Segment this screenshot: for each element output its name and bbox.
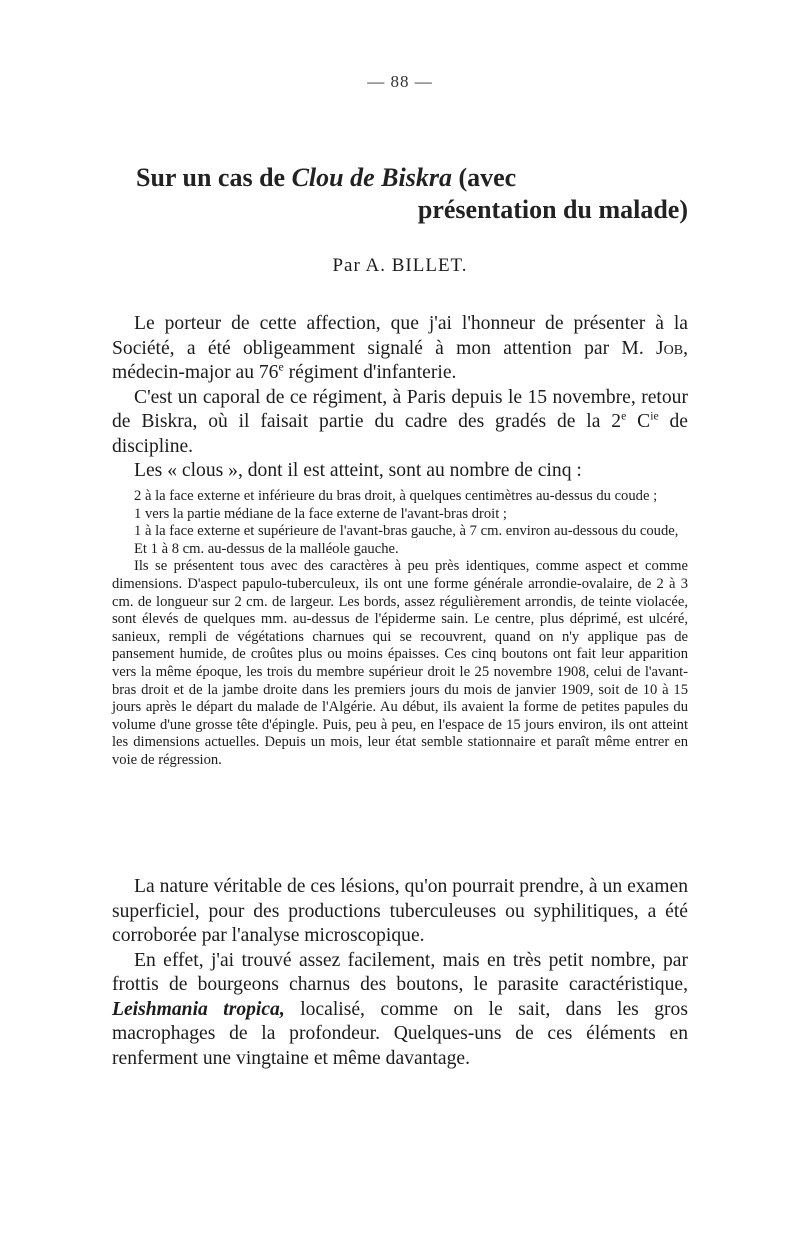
detail-item-4: Et 1 à 8 cm. au-dessus de la malléole gauche. <box>134 540 399 557</box>
intro-paragraph-1: Le porteur de cette affection, que j'ai l'honneur de présenter à la Société, a été obligeamment signalé à mon attention par M. Job, médecin-major au 76e régiment d'infanterie. <box>112 313 688 383</box>
title-part2: (avec <box>451 163 517 192</box>
detail-item-2: 1 vers la partie médiane de la face externe de l'avant-bras droit ; <box>134 505 507 522</box>
conclusion-section <box>112 875 688 1071</box>
details-section <box>112 488 688 770</box>
page-number: — 88 — <box>367 72 433 91</box>
title-line-2: présentation du malade) <box>417 195 688 224</box>
intro-paragraph-2: C'est un caporal de ce régiment, à Paris depuis le 15 novembre, retour de Biskra, où il faisait partie du cadre des gradés de la 2e $C^{ie}$ de discipline. <box>112 386 689 457</box>
intro-paragraph-3: Les « clous », dont il est atteint, sont au nombre de cinq : <box>134 460 582 481</box>
detail-item-1: 2 à la face externe et inférieure du bras droit, à quelques centimètres au-dessus du coude ; <box>134 488 658 504</box>
detail-item-3: 1 à la face externe et supérieure de l'avant-bras gauche, à 7 cm. environ au-dessous du coude, <box>134 523 679 540</box>
conclusion-paragraph-1: La nature véritable de ces lésions, qu'on pourrait prendre, à un examen superficiel, pour des productions tuberculeuses ou syphilitiques, a été corroborée par l'analyse microscopique. <box>112 876 688 946</box>
doctor-name: Job <box>656 337 684 359</box>
title-part1: Sur un cas de <box>136 163 292 192</box>
title-line-1 <box>136 163 516 193</box>
detail-paragraph: Ils se présentent tous avec des caractères à peu près identiques, comme aspect et comme dimensions. D'aspect papulo-tuberculeux, ils ont une forme générale arrondie-ovalaire, de 2 à 3 cm. de longueur sur 2 cm. de largeur. Les bords, assez régulièrement arrondis, de teinte violacée, sont élevés de quelques mm. au-dessus de l'épiderme sain. Le centre, plus déprimé, est ulcéré, sanieux, rempli de végétations charnues qui se recouvrent, quand on n'y applique pas de pansement humide, de croûtes plus ou moins épaisses. Ces cinq boutons ont fait leur apparition vers la même époque, les trois du membre supérieur droit le 25 novembre 1908, celui de l'avant-bras droit et de la jambe droite dans les premiers jours du mois de janvier 1909, soit de 10 à 15 jours après le départ du malade de l'Algérie. Au début, ils avaient la forme de petites papules du volume d'une grosse tête d'épingle. Puis, peu à peu, en l'espace de 15 jours environ, ils ont atteint les dimensions actuelles. Depuis un mois, leur état semble stationnaire et paraît même entrer en voie de régression. <box>112 558 688 768</box>
title-italic: Clou de Biskra <box>291 163 452 192</box>
conclusion-paragraph-2: En effet, j'ai trouvé assez facilement, mais en très petit nombre, par frottis de bourgeons charnus des boutons, le parasite caractéristique, Leishmania tropica, localisé, comme on le sait, dans les gros macrophages de la profondeur. Quelques-uns de ces éléments en renferment une vingtaine et même davantage. <box>112 949 688 1069</box>
intro-section <box>112 312 688 484</box>
author-line: Par A. BILLET. <box>332 255 468 276</box>
parasite-name: Leishmania tropica, <box>112 998 285 1020</box>
